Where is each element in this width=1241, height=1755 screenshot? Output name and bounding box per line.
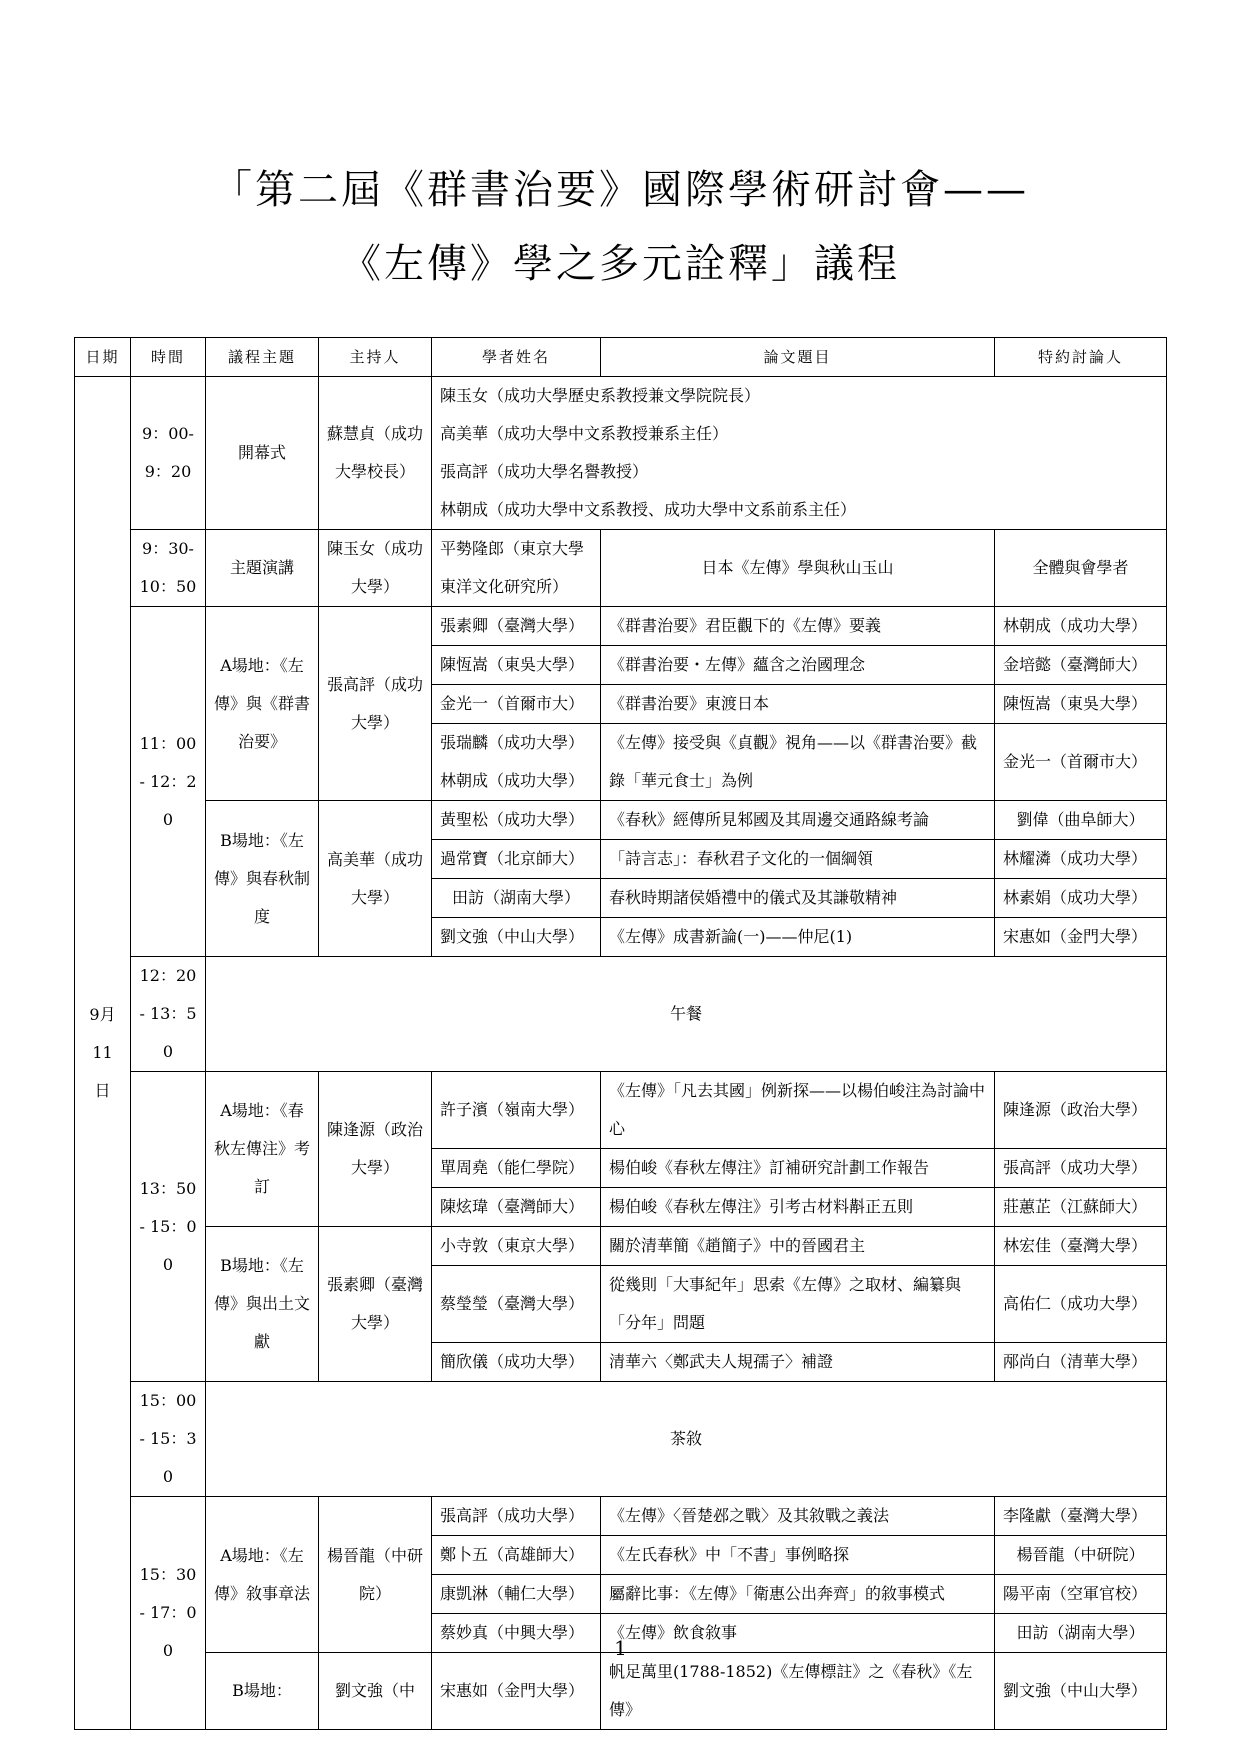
header-date: 日期 [75,338,131,377]
theme-cell: A場地：《春秋左傳注》考訂 [206,1072,319,1227]
paper-cell: 楊伯峻《春秋左傳注》引考古材料斠正五則 [601,1188,995,1227]
discussant-cell: 陽平南（空軍官校） [995,1575,1167,1614]
host-cell: 陳逢源（政治大學） [319,1072,432,1227]
paper-cell: 《左傳》接受與《貞觀》視角——以《群書治要》截錄「華元食士」為例 [601,724,995,801]
host-cell: 張高評（成功大學） [319,607,432,801]
opening-speaker: 張高評（成功大學名譽教授） [440,462,649,481]
page-number: 1 [614,1636,627,1660]
discussant-cell: 莊蕙芷（江蘇師大） [995,1188,1167,1227]
discussant-cell: 田訪（湖南大學） [995,1614,1167,1653]
date-cell [75,377,131,1730]
paper-cell: 帆足萬里(1788-1852)《左傳標註》之《春秋》《左傳》 [601,1653,995,1730]
table-row [75,1072,1167,1149]
header-time: 時間 [131,338,206,377]
time-cell: 13：50- 15：00 [131,1072,206,1382]
time-cell: 15：30- 17：00 [131,1497,206,1730]
host-cell: 劉文強（中 [319,1653,432,1730]
table-row [75,1227,1167,1266]
paper-cell: 《左傳》「凡去其國」例新探——以楊伯峻注為討論中心 [601,1072,995,1149]
paper-cell: 《左傳》成書新論(一)——仲尼(1) [601,918,995,957]
discussant-cell: 陳逢源（政治大學） [995,1072,1167,1149]
scholar-cell: 蔡瑩瑩（臺灣大學） [432,1266,601,1343]
discussant-cell: 高佑仁（成功大學） [995,1266,1167,1343]
table-row [75,801,1167,840]
table-row [75,607,1167,646]
date-month: 9月 [89,1005,116,1024]
time-cell: 9：00- 9：20 [131,377,206,530]
discussant-cell: 林宏佳（臺灣大學） [995,1227,1167,1266]
discussant-cell: 全體與會學者 [995,530,1167,607]
paper-cell: 《左傳》飲食敘事 [601,1614,995,1653]
discussant-cell: 金光一（首爾市大） [995,724,1167,801]
scholar-cell [432,724,601,801]
scholar-cell: 單周堯（能仁學院） [432,1149,601,1188]
discussant-cell: 劉文強（中山大學） [995,1653,1167,1730]
paper-cell: 《左傳》〈晉楚邲之戰〉及其敘戰之義法 [601,1497,995,1536]
paper-cell: 屬辭比事：《左傳》「衛惠公出奔齊」的敘事模式 [601,1575,995,1614]
date-unit: 日 [94,1081,111,1100]
paper-cell: 《左氏春秋》中「不書」事例略探 [601,1536,995,1575]
header-discussant: 特約討論人 [995,338,1167,377]
time-cell: 15：00- 15：30 [131,1382,206,1497]
table-row [75,530,1167,607]
paper-cell: 楊伯峻《春秋左傳注》訂補研究計劃工作報告 [601,1149,995,1188]
theme-cell: 主題演講 [206,530,319,607]
opening-speaker: 陳玉女（成功大學歷史系教授兼文學院院長） [440,386,761,405]
agenda-table [74,337,1167,1730]
discussant-cell: 林素娟（成功大學） [995,879,1167,918]
host-cell: 高美華（成功大學） [319,801,432,957]
scholar-cell: 平勢隆郎（東京大學東洋文化研究所） [432,530,601,607]
paper-cell: 《春秋》經傳所見邾國及其周邊交通路線考論 [601,801,995,840]
scholar-cell: 簡欣儀（成功大學） [432,1343,601,1382]
scholar-cell: 鄭卜五（高雄師大） [432,1536,601,1575]
scholar-cell: 金光一（首爾市大） [432,685,601,724]
date-day: 11 [92,1043,113,1062]
time-cell: 11：00- 12：20 [131,607,206,957]
theme-cell: 開幕式 [206,377,319,530]
discussant-cell: 楊晉龍（中研院） [995,1536,1167,1575]
theme-cell: B場地：《左傳》與出土文獻 [206,1227,319,1382]
time-cell: 9：30- 10：50 [131,530,206,607]
table-row [75,1653,1167,1730]
host-cell: 楊晉龍（中研院） [319,1497,432,1653]
scholar-cell: 張素卿（臺灣大學） [432,607,601,646]
scholar-cell: 許子濱（嶺南大學） [432,1072,601,1149]
scholar-cell: 小寺敦（東京大學） [432,1227,601,1266]
time-cell: 12：20- 13：50 [131,957,206,1072]
header-paper: 論文題目 [601,338,995,377]
scholar-cell: 陳恆嵩（東吳大學） [432,646,601,685]
scholar-cell: 過常寶（北京師大） [432,840,601,879]
theme-cell: B場地：《左傳》與春秋制度 [206,801,319,957]
joint-scholar: 林朝成（成功大學） [440,771,585,790]
scholar-cell: 田訪（湖南大學） [432,879,601,918]
discussant-cell: 劉偉（曲阜師大） [995,801,1167,840]
opening-speaker: 高美華（成功大學中文系教授兼系主任） [440,424,729,443]
paper-cell: 春秋時期諸侯婚禮中的儀式及其謙敬精神 [601,879,995,918]
discussant-cell: 張高評（成功大學） [995,1149,1167,1188]
table-row [75,957,1167,1072]
document-title-line-2: 《左傳》學之多元詮釋」議程 [341,241,900,287]
paper-cell: 從幾則「大事紀年」思索《左傳》之取材、編纂與「分年」問題 [601,1266,995,1343]
theme-cell: A場地：《左傳》與《群書治要》 [206,607,319,801]
discussant-cell: 邴尚白（清華大學） [995,1343,1167,1382]
document-title-line-1: 「第二屆《群書治要》國際學術研討會—— [212,167,1029,213]
opening-speakers-cell [432,377,1167,530]
header-theme: 議程主題 [206,338,319,377]
paper-cell: 關於清華簡《趙簡子》中的晉國君主 [601,1227,995,1266]
paper-cell: 「詩言志」：春秋君子文化的一個綱領 [601,840,995,879]
discussant-cell: 陳恆嵩（東吳大學） [995,685,1167,724]
scholar-cell: 康凱淋（輔仁大學） [432,1575,601,1614]
opening-speaker: 林朝成（成功大學中文系教授、成功大學中文系前系主任） [440,500,857,519]
lunch-cell: 午餐 [206,957,1167,1072]
theme-cell: B場地： [206,1653,319,1730]
host-cell: 蘇慧貞（成功大學校長） [319,377,432,530]
discussant-cell: 宋惠如（金門大學） [995,918,1167,957]
theme-cell: A場地：《左傳》敘事章法 [206,1497,319,1653]
tea-cell: 茶敘 [206,1382,1167,1497]
discussant-cell: 林朝成（成功大學） [995,607,1167,646]
paper-cell: 清華六〈鄭武夫人規孺子〉補證 [601,1343,995,1382]
host-cell: 陳玉女（成功大學） [319,530,432,607]
paper-cell: 《群書治要》東渡日本 [601,685,995,724]
scholar-cell: 蔡妙真（中興大學） [432,1614,601,1653]
table-row [75,1497,1167,1536]
discussant-cell: 金培懿（臺灣師大） [995,646,1167,685]
scholar-cell: 張高評（成功大學） [432,1497,601,1536]
scholar-cell: 劉文強（中山大學） [432,918,601,957]
paper-cell: 日本《左傳》學與秋山玉山 [601,530,995,607]
paper-cell: 《群書治要・左傳》蘊含之治國理念 [601,646,995,685]
table-row [75,1382,1167,1497]
header-scholar: 學者姓名 [432,338,601,377]
joint-scholar: 張瑞麟（成功大學） [440,733,585,752]
table-header-row [75,338,1167,377]
scholar-cell: 陳炫瑋（臺灣師大） [432,1188,601,1227]
table-row [75,377,1167,530]
header-host: 主持人 [319,338,432,377]
paper-cell: 《群書治要》君臣觀下的《左傳》要義 [601,607,995,646]
scholar-cell: 黃聖松（成功大學） [432,801,601,840]
discussant-cell: 林耀潾（成功大學） [995,840,1167,879]
scholar-cell: 宋惠如（金門大學） [432,1653,601,1730]
discussant-cell: 李隆獻（臺灣大學） [995,1497,1167,1536]
host-cell: 張素卿（臺灣大學） [319,1227,432,1382]
